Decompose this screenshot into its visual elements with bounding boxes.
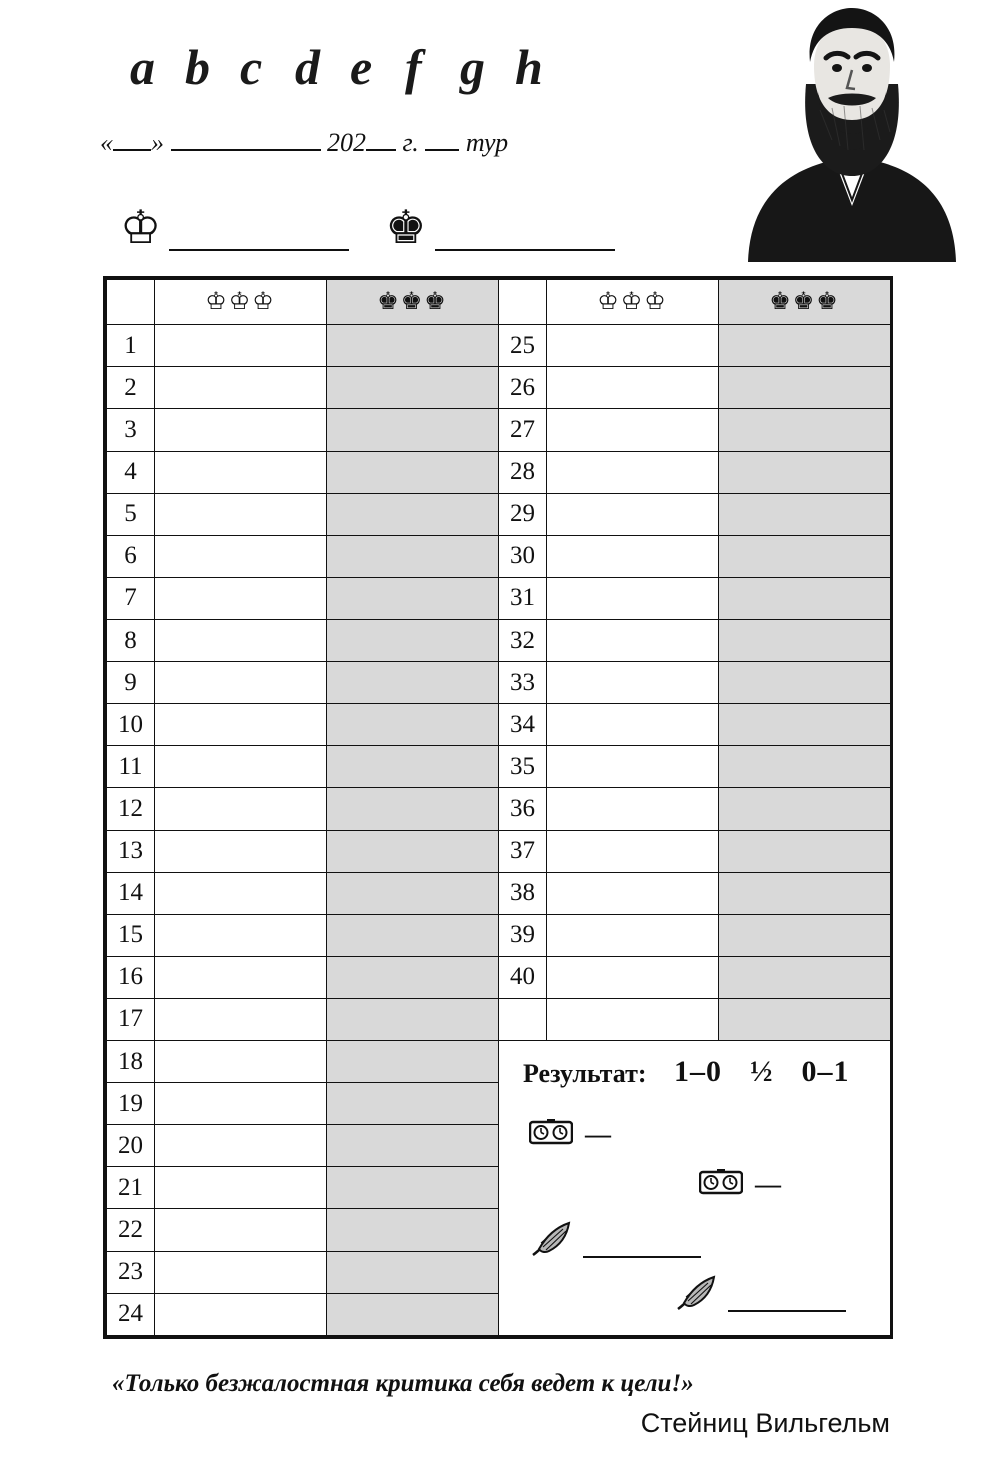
black-move-input[interactable] — [719, 662, 891, 704]
move-number-left: 9 — [107, 662, 155, 704]
move-number-left: 5 — [107, 493, 155, 535]
white-move-input[interactable] — [155, 1293, 327, 1335]
move-number-left: 16 — [107, 956, 155, 998]
move-number-right: 38 — [499, 872, 547, 914]
result-option-black-win[interactable]: 0–1 — [801, 1055, 850, 1089]
move-number-left: 18 — [107, 1041, 155, 1083]
black-crowns-icon-2: ♚♚♚ — [769, 289, 840, 316]
white-move-input[interactable] — [155, 1251, 327, 1293]
chess-clock-icon — [699, 1169, 743, 1200]
spacer-cell — [719, 998, 891, 1040]
move-number-left: 19 — [107, 1083, 155, 1125]
white-move-input[interactable] — [155, 409, 327, 451]
header-black-moves-left — [327, 280, 499, 325]
year-prefix-label: 202 — [327, 128, 366, 157]
black-move-input[interactable] — [327, 577, 499, 619]
move-number-right: 25 — [499, 325, 547, 367]
board-files-row — [130, 38, 570, 96]
move-number-right: 39 — [499, 914, 547, 956]
move-number-right: 35 — [499, 746, 547, 788]
header-white-moves-left — [155, 280, 327, 325]
table-row — [107, 409, 891, 451]
white-move-input[interactable] — [547, 788, 719, 830]
table-row — [107, 662, 891, 704]
black-move-input[interactable] — [719, 409, 891, 451]
result-panel — [499, 1041, 891, 1336]
white-player-name-input[interactable] — [169, 215, 349, 251]
black-move-input[interactable] — [327, 1251, 499, 1293]
black-move-input[interactable] — [719, 914, 891, 956]
move-number-left: 1 — [107, 325, 155, 367]
white-move-input[interactable] — [547, 914, 719, 956]
move-number-right: 36 — [499, 788, 547, 830]
move-number-right: 26 — [499, 367, 547, 409]
table-row — [107, 1041, 891, 1083]
white-move-input[interactable] — [155, 1125, 327, 1167]
steinitz-portrait — [740, 0, 962, 262]
table-row — [107, 704, 891, 746]
black-move-input[interactable] — [719, 704, 891, 746]
white-signature-line[interactable] — [583, 1252, 701, 1258]
quill-pen-icon — [529, 1219, 575, 1264]
date-round-line — [100, 128, 508, 158]
white-move-input[interactable] — [155, 704, 327, 746]
white-crowns-icon: ♔♔♔ — [205, 289, 276, 316]
white-move-input[interactable] — [155, 535, 327, 577]
move-number-right: 30 — [499, 535, 547, 577]
scoresheet-table-container — [103, 276, 893, 1339]
header-white-moves-right — [547, 280, 719, 325]
move-number-right: 37 — [499, 830, 547, 872]
white-move-input[interactable] — [547, 619, 719, 661]
move-number-left: 15 — [107, 914, 155, 956]
black-move-input[interactable] — [719, 451, 891, 493]
move-number-left: 14 — [107, 872, 155, 914]
table-row — [107, 577, 891, 619]
result-options — [674, 1055, 878, 1089]
move-number-right: 32 — [499, 619, 547, 661]
white-move-input[interactable] — [155, 914, 327, 956]
move-number-right: 29 — [499, 493, 547, 535]
black-signature-line[interactable] — [728, 1306, 846, 1312]
white-move-input[interactable] — [547, 577, 719, 619]
spacer-cell — [499, 998, 547, 1040]
white-move-input[interactable] — [547, 872, 719, 914]
white-move-input[interactable] — [155, 619, 327, 661]
table-row — [107, 956, 891, 998]
move-number-left: 6 — [107, 535, 155, 577]
black-move-input[interactable] — [327, 830, 499, 872]
round-label: тур — [465, 128, 509, 157]
black-crowns-icon: ♚♚♚ — [377, 289, 448, 316]
move-number-left: 23 — [107, 1251, 155, 1293]
black-move-input[interactable] — [327, 788, 499, 830]
move-number-right: 33 — [499, 662, 547, 704]
move-number-left: 2 — [107, 367, 155, 409]
black-move-input[interactable] — [327, 704, 499, 746]
black-move-input[interactable] — [327, 451, 499, 493]
white-move-input[interactable] — [155, 956, 327, 998]
black-move-input[interactable] — [719, 872, 891, 914]
black-move-input[interactable] — [719, 830, 891, 872]
black-clock-row — [699, 1169, 781, 1200]
white-move-input[interactable] — [155, 1167, 327, 1209]
file-letter-g: g — [460, 39, 485, 95]
white-move-input[interactable] — [155, 451, 327, 493]
black-move-input[interactable] — [327, 1167, 499, 1209]
footer-quote-author: Стейниц Вильгельм — [640, 1408, 890, 1438]
file-letter-a: a — [130, 39, 155, 95]
table-row — [107, 914, 891, 956]
move-number-right: 40 — [499, 956, 547, 998]
white-move-input[interactable] — [155, 746, 327, 788]
result-label: Результат: — [523, 1059, 647, 1089]
round-input-blank[interactable] — [425, 129, 459, 151]
white-move-input[interactable] — [155, 1041, 327, 1083]
quill-pen-icon — [674, 1273, 720, 1318]
black-move-input[interactable] — [719, 788, 891, 830]
result-option-white-win[interactable]: 1–0 — [674, 1055, 722, 1089]
black-move-input[interactable] — [719, 746, 891, 788]
black-move-input[interactable] — [327, 1293, 499, 1335]
black-signature-row — [674, 1273, 846, 1318]
black-move-input[interactable] — [327, 914, 499, 956]
table-row — [107, 535, 891, 577]
header-empty-right — [499, 280, 547, 325]
black-move-input[interactable] — [327, 535, 499, 577]
white-move-input[interactable] — [547, 451, 719, 493]
black-move-input[interactable] — [327, 493, 499, 535]
white-move-input[interactable] — [155, 325, 327, 367]
table-header-row — [107, 280, 891, 325]
move-number-left: 21 — [107, 1167, 155, 1209]
white-move-input[interactable] — [547, 535, 719, 577]
quote-open-mark: « — [100, 128, 113, 157]
white-move-input[interactable] — [155, 998, 327, 1040]
white-move-input[interactable] — [155, 788, 327, 830]
black-king-icon: ♚ — [385, 202, 427, 253]
month-input-blank[interactable] — [171, 129, 321, 151]
file-letter-c: c — [240, 39, 263, 95]
black-player-name-input[interactable] — [435, 215, 615, 251]
black-move-input[interactable] — [327, 746, 499, 788]
day-input-blank[interactable] — [113, 129, 151, 151]
table-row — [107, 998, 891, 1040]
move-number-left: 12 — [107, 788, 155, 830]
white-clock-dash: — — [585, 1119, 611, 1149]
move-number-left: 13 — [107, 830, 155, 872]
white-move-input[interactable] — [155, 872, 327, 914]
black-move-input[interactable] — [327, 409, 499, 451]
white-move-input[interactable] — [547, 367, 719, 409]
spacer-cell — [547, 998, 719, 1040]
move-number-left: 8 — [107, 619, 155, 661]
year-suffix-label: г. — [402, 128, 419, 157]
black-move-input[interactable] — [327, 872, 499, 914]
black-move-input[interactable] — [327, 662, 499, 704]
table-row — [107, 830, 891, 872]
move-number-left: 11 — [107, 746, 155, 788]
move-number-left: 3 — [107, 409, 155, 451]
white-move-input[interactable] — [155, 1083, 327, 1125]
table-row — [107, 619, 891, 661]
black-move-input[interactable] — [327, 1041, 499, 1083]
white-move-input[interactable] — [155, 830, 327, 872]
black-move-input[interactable] — [327, 998, 499, 1040]
black-move-input[interactable] — [719, 367, 891, 409]
table-row — [107, 325, 891, 367]
white-move-input[interactable] — [547, 956, 719, 998]
table-row — [107, 872, 891, 914]
white-move-input[interactable] — [547, 409, 719, 451]
table-row — [107, 451, 891, 493]
white-clock-row — [529, 1119, 611, 1150]
black-move-input[interactable] — [719, 619, 891, 661]
header-black-moves-right — [719, 280, 891, 325]
move-number-left: 7 — [107, 577, 155, 619]
black-clock-dash: — — [755, 1169, 781, 1199]
file-letter-b: b — [185, 39, 210, 95]
white-move-input[interactable] — [547, 493, 719, 535]
white-move-input[interactable] — [547, 830, 719, 872]
header-empty-left — [107, 280, 155, 325]
file-letter-f: f — [405, 39, 422, 95]
move-number-left: 4 — [107, 451, 155, 493]
quote-close-mark: » — [151, 128, 164, 157]
black-move-input[interactable] — [327, 367, 499, 409]
move-number-right: 34 — [499, 704, 547, 746]
year-input-blank[interactable] — [366, 129, 396, 151]
white-move-input[interactable] — [155, 367, 327, 409]
black-move-input[interactable] — [719, 325, 891, 367]
black-move-input[interactable] — [327, 619, 499, 661]
file-letter-e: e — [350, 39, 373, 95]
table-row — [107, 746, 891, 788]
white-move-input[interactable] — [155, 1209, 327, 1251]
white-crowns-icon-2: ♔♔♔ — [597, 289, 668, 316]
white-move-input[interactable] — [155, 662, 327, 704]
white-move-input[interactable] — [547, 746, 719, 788]
black-move-input[interactable] — [327, 1125, 499, 1167]
white-move-input[interactable] — [547, 325, 719, 367]
white-king-icon: ♔ — [120, 202, 162, 253]
move-number-left: 24 — [107, 1293, 155, 1335]
move-number-right: 31 — [499, 577, 547, 619]
players-line — [120, 202, 651, 253]
black-move-input[interactable] — [719, 577, 891, 619]
file-letter-h: h — [515, 39, 543, 95]
white-move-input[interactable] — [547, 662, 719, 704]
black-move-input[interactable] — [327, 1209, 499, 1251]
white-move-input[interactable] — [155, 493, 327, 535]
black-move-input[interactable] — [327, 1083, 499, 1125]
black-move-input[interactable] — [719, 956, 891, 998]
white-move-input[interactable] — [155, 577, 327, 619]
black-move-input[interactable] — [719, 535, 891, 577]
move-number-right: 28 — [499, 451, 547, 493]
white-move-input[interactable] — [547, 704, 719, 746]
move-number-left: 10 — [107, 704, 155, 746]
move-number-left: 20 — [107, 1125, 155, 1167]
black-move-input[interactable] — [327, 325, 499, 367]
white-signature-row — [529, 1219, 701, 1264]
file-letter-d: d — [295, 39, 320, 95]
result-option-draw[interactable]: ½ — [750, 1055, 774, 1089]
move-number-right: 27 — [499, 409, 547, 451]
table-row — [107, 367, 891, 409]
move-number-left: 17 — [107, 998, 155, 1040]
move-number-left: 22 — [107, 1209, 155, 1251]
chess-clock-icon — [529, 1119, 573, 1150]
black-move-input[interactable] — [719, 493, 891, 535]
table-row — [107, 788, 891, 830]
black-move-input[interactable] — [327, 956, 499, 998]
table-row — [107, 493, 891, 535]
footer-quote: «Только безжалостная критика себя ведет к цели!» — [112, 1370, 694, 1397]
scoresheet-table — [106, 279, 891, 1336]
